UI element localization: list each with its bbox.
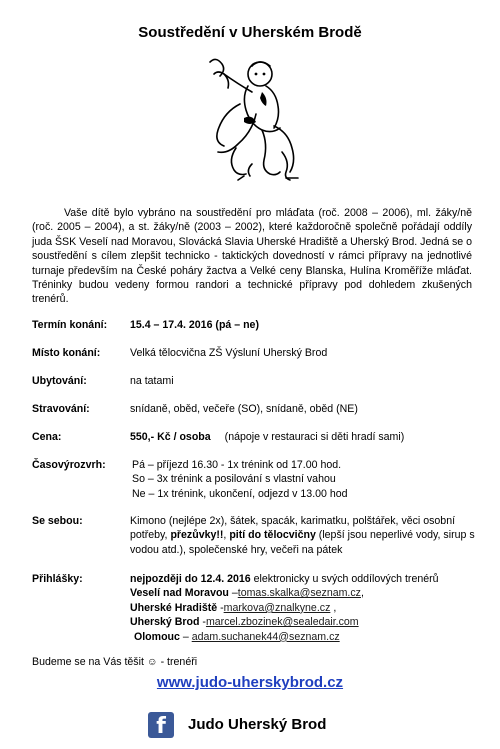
contact-line (130, 615, 482, 629)
bring-text: Kimono (nejlépe 2x), šátek, spacák, karimatku, polštářek, věci osobní potřeby, (130, 515, 456, 542)
contact-club: Olomouc (134, 630, 180, 643)
bring-value (130, 514, 478, 557)
contact-sep: - (199, 616, 206, 629)
email-link[interactable]: marcel.zbozinek@sealedair.com (205, 616, 359, 629)
term-label: Termín konání: (32, 319, 108, 331)
deadline: nejpozději do 12.4. 2016 (130, 573, 251, 585)
contact-sep: – (179, 630, 192, 643)
contact-after: , (360, 587, 364, 600)
email-link[interactable]: tomas.skalka@seznam.cz (237, 587, 361, 600)
website (0, 674, 500, 692)
applications-label: Přihlášky: (32, 573, 83, 585)
contact-sep: – (228, 587, 238, 600)
term-value: 15.4 – 17.4. 2016 (pá – ne) (130, 319, 259, 331)
contact-club: Uherský Brod (130, 616, 200, 629)
email-link[interactable]: adam.suchanek44@seznam.cz (191, 630, 340, 643)
meals-label: Stravování: (32, 403, 90, 415)
price-label: Cena: (32, 431, 62, 443)
closing-text: Budeme se na Vás těšit ☺ - trenéři (32, 656, 198, 668)
price-note: (nápoje v restauraci si děti hradí sami) (224, 431, 405, 443)
applications-value (130, 572, 482, 644)
contact-club: Veselí nad Moravou (130, 587, 229, 600)
contact-line (130, 601, 482, 615)
deadline-rest: elektronicky u svých oddílových trenérů (250, 573, 439, 585)
accommodation-value: na tatami (130, 375, 174, 387)
email-link[interactable]: markova@znalkyne.cz (223, 601, 331, 614)
schedule-line: Ne – 1x trénink, ukončení, odjezd v 13.00 hod (132, 487, 348, 500)
deadline-line (130, 572, 482, 586)
page-title: Soustředění v Uherském Brodě (138, 24, 362, 41)
judo-throw-illustration (196, 52, 308, 186)
contact-club: Uherské Hradiště (130, 601, 218, 614)
contact-after: , (330, 601, 337, 614)
schedule-label: Časovýrozvrh: (32, 459, 106, 471)
schedule-line: So – 3x trénink a posilování s vlastní vahou (132, 473, 336, 486)
facebook-page-name[interactable]: Judo Uherský Brod (188, 716, 327, 733)
website-link[interactable]: www.judo-uherskybrod.cz (156, 674, 344, 691)
contact-line (134, 630, 482, 644)
place-label: Místo konání: (32, 347, 101, 359)
accommodation-label: Ubytování: (32, 375, 87, 387)
bring-label: Se sebou: (32, 515, 83, 527)
price-value: 550,- Kč / osoba (130, 431, 211, 443)
bring-text-rest: (lepší jsou neperlivé vody, sirup s vodou atd.), společenské hry, večeři na pátek (130, 529, 475, 556)
schedule-lines (132, 458, 482, 501)
intro-text (32, 206, 472, 307)
bring-sep: , (223, 529, 230, 542)
bring-slippers: přezůvky!! (170, 529, 224, 542)
schedule-line: Pá – příjezd 16.30 - 1x trénink od 17.00 hod. (132, 459, 342, 471)
contact-sep: - (217, 601, 224, 614)
bring-drinks: pití do tělocvičny (229, 529, 316, 542)
facebook-icon[interactable]: f (148, 712, 174, 738)
intro-paragraph: Vaše dítě bylo vybráno na soustředění pro mláďata (roč. 2008 – 2006), ml. žáky/ně (roč. 2005 – 2004), a st. žáky/ně (2003 – 2002), které každoročně společně pořádají oddíly juda ŠSK Veselí nad Moravou, Slovácká Slavia Uherské Hradiště a Uherský Brod. Jedná se o soustředění s cílem zlepšit technicko - taktických dovedností v rámci přípravy na jednotlivé turnaje především na České poháry žactva a Velké ceny Blanska, Hulína Kroměříže mláďat. Tréninky budou vedeny formou randori a technické přípravy pod dohledem zkušených trenérů. (32, 207, 472, 306)
meals-value: snídaně, oběd, večeře (SO), snídaně, oběd (NE) (130, 403, 358, 415)
place-value: Velká tělocvična ZŠ Výsluní Uherský Brod (130, 347, 328, 359)
contact-line (130, 586, 482, 600)
price-value-wrap (130, 430, 480, 444)
